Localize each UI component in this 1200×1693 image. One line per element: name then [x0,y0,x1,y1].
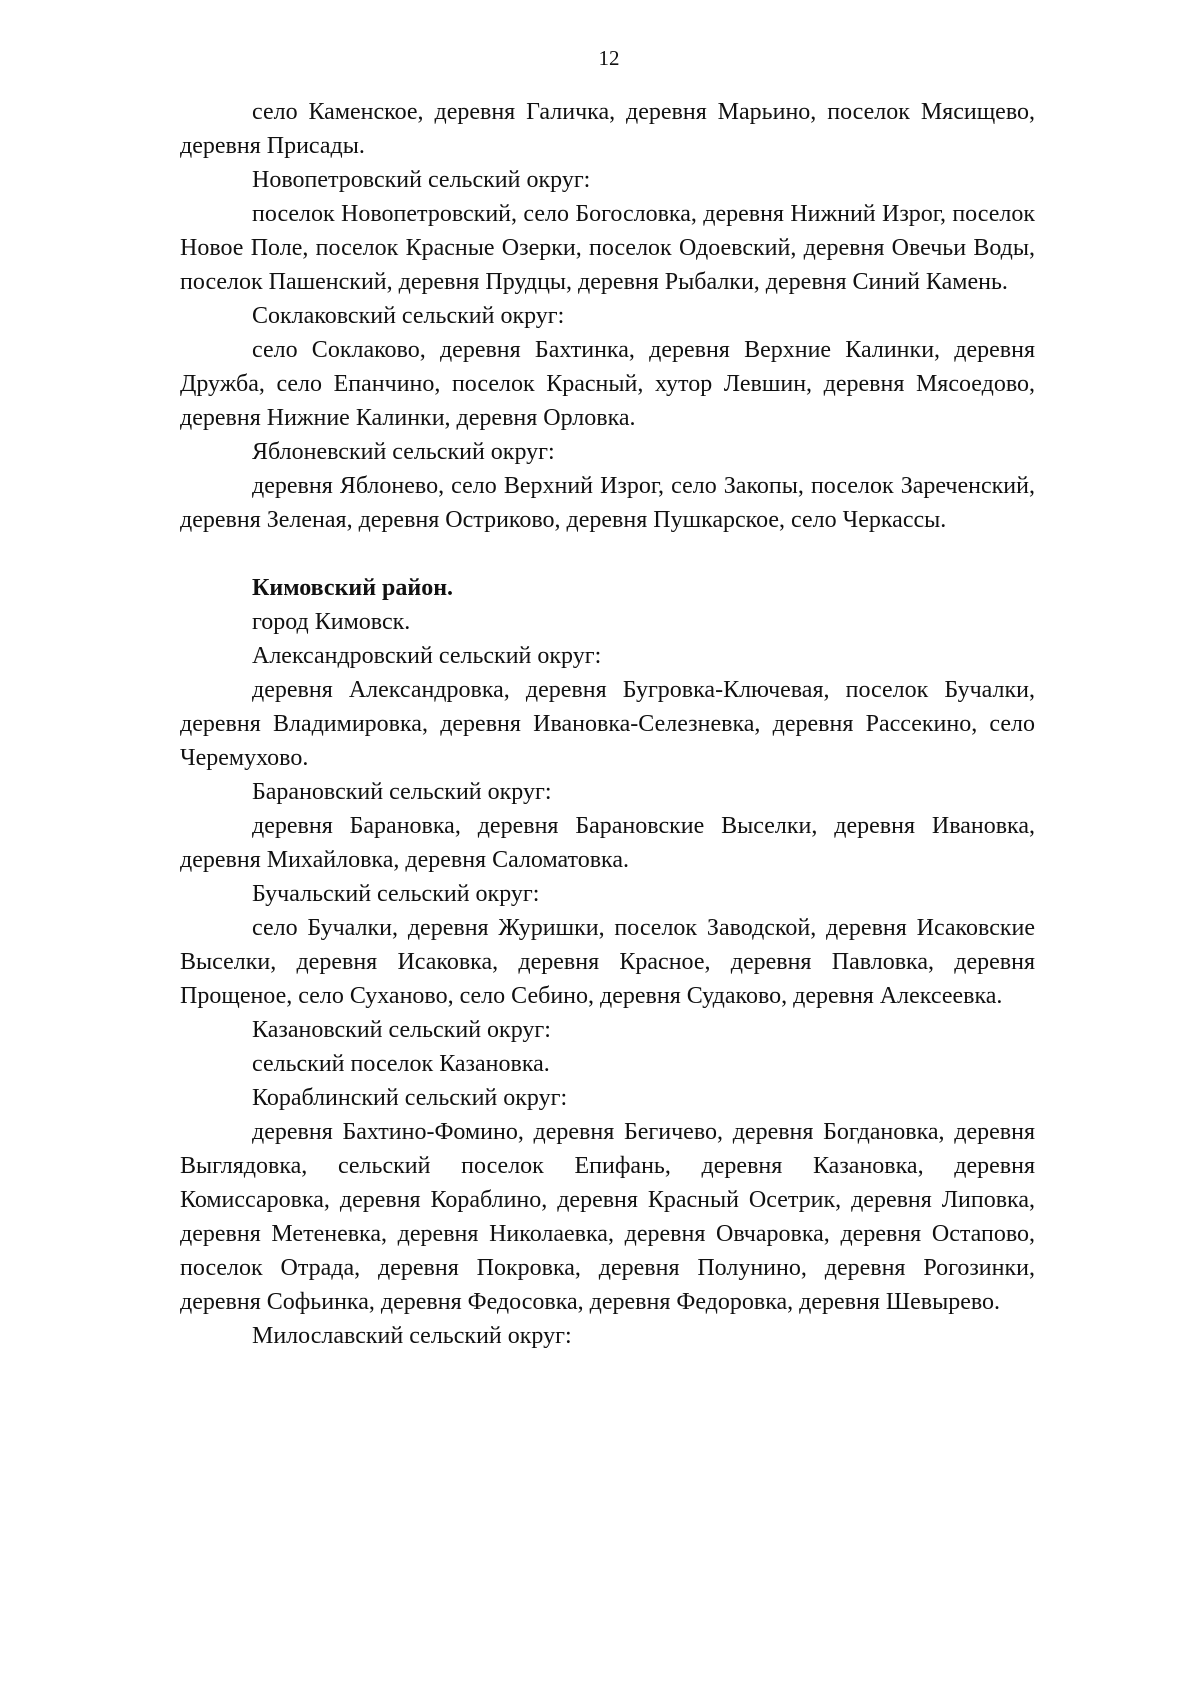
paragraph: деревня Александровка, деревня Бугровка-Ключевая, поселок Бучалки, деревня Владимировка, деревня Ивановка-Селезневка, деревня Рассекино, село Черемухово. [180,677,1035,771]
paragraph: село Соклаково, деревня Бахтинка, деревня Верхние Калинки, деревня Дружба, село Епанчино, поселок Красный, хутор Левшин, деревня Мясоедово, деревня Нижние Калинки, деревня Орловка. [180,337,1035,431]
document-body [180,95,1035,1353]
paragraph: сельский поселок Казановка. [252,1051,550,1077]
section-heading: Кимовский район. [252,575,454,601]
district-heading: Яблоневский сельский округ: [252,439,555,465]
district-heading: Кораблинский сельский округ: [252,1085,568,1111]
district-heading: Бучальский сельский округ: [252,881,540,907]
page-number: 12 [598,46,620,70]
paragraph: деревня Барановка, деревня Барановские Выселки, деревня Ивановка, деревня Михайловка, деревня Саломатовка. [180,813,1035,873]
district-heading: Новопетровский сельский округ: [252,167,591,193]
paragraph: деревня Бахтино-Фомино, деревня Бегичево, деревня Богдановка, деревня Выглядовка, сельский поселок Епифань, деревня Казановка, деревня Комиссаровка, деревня Кораблино, деревня Красный Осетрик, деревня Липовка, деревня Метеневка, деревня Николаевка, деревня Овчаровка, деревня Остапово, поселок Отрада, деревня Покровка, деревня Полунино, деревня Рогозинки, деревня Софьинка, деревня Федосовка, деревня Федоровка, деревня Шевырево. [180,1119,1035,1315]
paragraph: село Бучалки, деревня Журишки, поселок Заводской, деревня Исаковские Выселки, деревня Исаковка, деревня Красное, деревня Павловка, деревня Прощеное, село Суханово, село Себино, деревня Судаково, деревня Алексеевка. [180,915,1035,1009]
paragraph: деревня Яблонево, село Верхний Изрог, село Закопы, поселок Зареченский, деревня Зеленая, деревня Остриково, деревня Пушкарское, село Черкассы. [180,473,1035,533]
district-heading: Казановский сельский округ: [252,1017,551,1043]
paragraph: село Каменское, деревня Галичка, деревня Марьино, поселок Мясищево, деревня Присады. [180,99,1035,159]
paragraph: город Кимовск. [252,609,411,635]
district-heading: Александровский сельский округ: [252,643,602,669]
district-heading: Милославский сельский округ: [252,1323,572,1349]
district-heading: Барановский сельский округ: [252,779,552,805]
district-heading: Соклаковский сельский округ: [252,303,565,329]
paragraph: поселок Новопетровский, село Богословка, деревня Нижний Изрог, поселок Новое Поле, поселок Красные Озерки, поселок Одоевский, деревня Овечьи Воды, поселок Пашенский, деревня Прудцы, деревня Рыбалки, деревня Синий Камень. [180,201,1035,295]
section-gap [180,537,1035,571]
